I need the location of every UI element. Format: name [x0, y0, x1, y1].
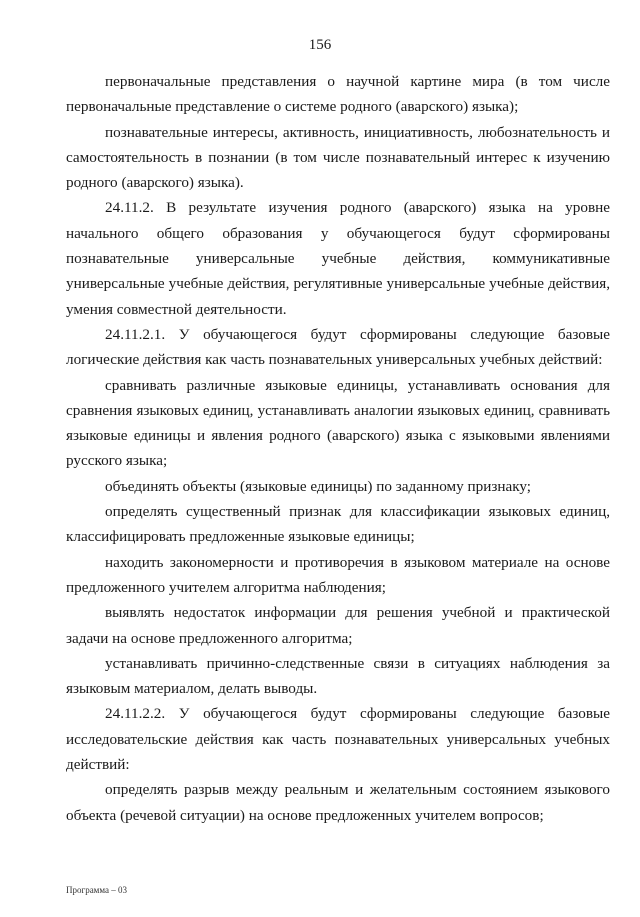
paragraph-11: 24.11.2.2. У обучающегося будут сформированы следующие базовые исследовательские действия как часть познавательных универсальных учебных действий: — [66, 705, 610, 774]
paragraph-1: первоначальные представления о научной картине мира (в том числе первоначальные представление о системе родного (аварского) языка); — [66, 73, 610, 116]
footer-label: Программа – 03 — [66, 885, 128, 895]
paragraph-3: 24.11.2. В результате изучения родного (аварского) языка на уровне начального общего образования у обучающегося будут сформированы познавательные универсальные учебные действия, коммуникативные универсальные учебные действия, регулятивные универсальные учебные действия, умения совместной деятельности. — [66, 199, 610, 318]
paragraph-6: объединять объекты (языковые единицы) по заданному признаку; — [105, 477, 531, 495]
paragraph-8: находить закономерности и противоречия в языковом материале на основе предложенного учителем алгоритма наблюдения; — [66, 553, 610, 596]
body-text — [66, 69, 610, 828]
paragraph-4: 24.11.2.1. У обучающегося будут сформированы следующие базовые логические действия как часть познавательных универсальных учебных действий: — [66, 325, 610, 369]
paragraph-9: выявлять недостаток информации для решения учебной и практической задачи на основе предложенного алгоритма; — [66, 604, 610, 647]
paragraph-7: определять существенный признак для классификации языковых единиц, классифицировать предложенные языковые единицы; — [66, 503, 610, 546]
page-number: 156 — [308, 37, 332, 53]
paragraph-10: устанавливать причинно-следственные связи в ситуациях наблюдения за языковым материалом, делать выводы. — [66, 654, 610, 698]
paragraph-2: познавательные интересы, активность, инициативность, любознательность и самостоятельность в познании (в том числе познавательный интерес к изучению родного (аварского) языка). — [66, 123, 610, 192]
paragraph-5: сравнивать различные языковые единицы, устанавливать основания для сравнения языковых единиц, устанавливать аналогии языковых единиц, сравнивать языковые единицы и явления родного (аварского) языка с языковыми явлениями русского языка; — [66, 376, 610, 470]
paragraph-12: определять разрыв между реальным и желательным состоянием языкового объекта (речевой ситуации) на основе предложенных учителем вопросов; — [66, 781, 610, 824]
